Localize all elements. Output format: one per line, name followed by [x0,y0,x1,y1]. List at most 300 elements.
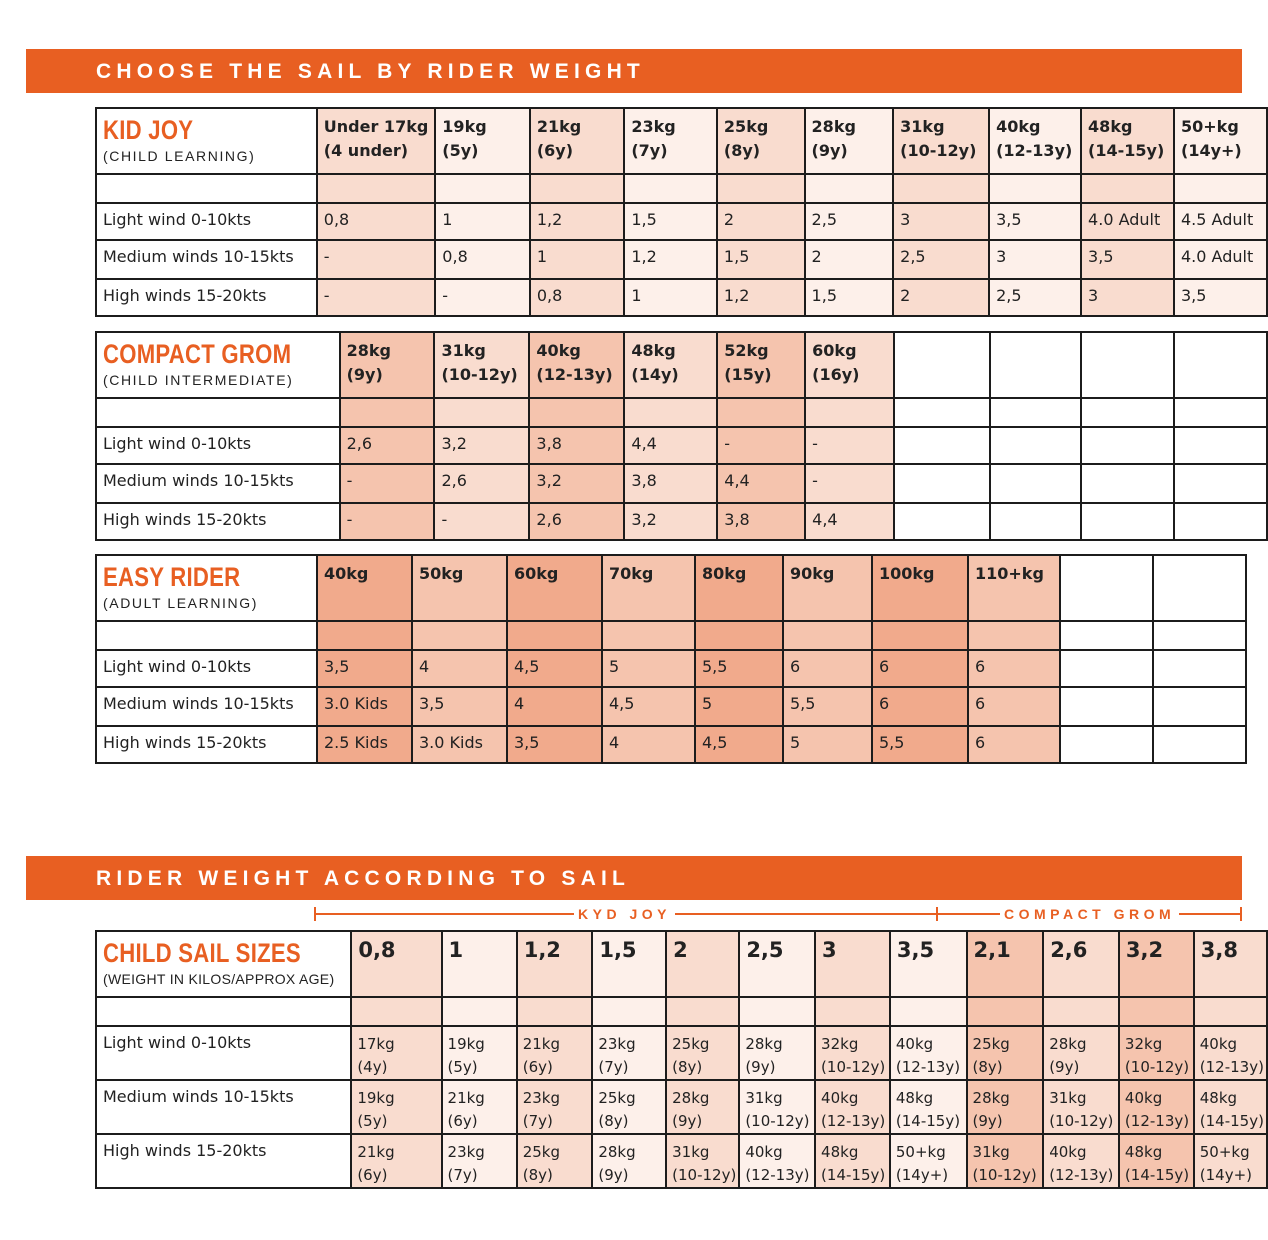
sail-size-cell: 0,8 [530,279,625,316]
age-value: (10-12y) [821,1058,886,1076]
sail-size-cell: 2 [805,240,894,279]
empty-cell [1174,464,1267,503]
sail-size-cell: 1,2 [717,279,805,316]
weight-value: 50+kg [1199,1143,1250,1161]
product-name: COMPACT GROM [103,339,292,369]
row-label: High winds 15-20kts [96,279,317,316]
weight-value: 28kg [972,1089,1010,1107]
weight-age-cell [666,1080,739,1134]
spacer-cell [666,997,739,1026]
empty-cell [1153,555,1246,621]
weight-header: 31kg (10-12y) [434,332,529,398]
group-label: COMPACT GROM [1000,905,1179,923]
spacer-cell [412,621,507,650]
weight-header: 48kg (14-15y) [1081,108,1174,174]
sail-size-header: 2,1 [967,931,1044,997]
weight-value: 25kg [598,1089,636,1107]
empty-cell [1081,332,1174,398]
spacer-cell [442,997,517,1026]
empty-cell [1060,726,1153,763]
spacer-cell [317,621,412,650]
spacer-cell [805,398,894,427]
empty-cell [1153,687,1246,726]
spacer-cell [872,621,968,650]
sail-size-cell: 6 [872,650,968,687]
sail-size-cell: 2,6 [340,427,435,464]
product-name: KID JOY [103,115,194,145]
sail-size-cell: 4 [602,726,695,763]
sail-size-header: 3,8 [1194,931,1267,997]
spacer-cell [96,997,351,1026]
weight-age-cell [1043,1134,1119,1188]
age-value: (7y) [522,1112,553,1130]
spacer-cell [1174,174,1267,203]
age-value: (12-13y) [1124,1112,1190,1130]
sail-size-cell: 3,5 [989,203,1081,240]
age-value: (8y) [522,1166,553,1184]
weight-header: 90kg [783,555,872,621]
weight-header: 28kg (9y) [340,332,435,398]
group-label: KYD JOY [574,905,675,923]
weight-value: 40kg [1049,1143,1087,1161]
age-value: (12-13y) [745,1166,810,1184]
empty-cell [1153,621,1246,650]
weight-age-cell [815,1026,890,1080]
spacer-cell [815,997,890,1026]
empty-cell [894,427,990,464]
empty-cell [990,503,1082,540]
age-value: (10-12y) [972,1166,1037,1184]
spacer-cell [1119,997,1194,1026]
age-value: (4y) [357,1058,388,1076]
spacer-cell [530,174,625,203]
sail-size-header: 1,2 [517,931,593,997]
age-value: (12-13y) [821,1112,886,1130]
sail-size-cell: - [805,464,894,503]
empty-cell [1060,650,1153,687]
age-value: (10-12y) [672,1166,737,1184]
section-banner-sail-by-weight [26,49,1242,93]
product-name: CHILD SAIL SIZES [103,938,301,968]
spacer-cell [695,621,783,650]
sail-size-cell: 3,8 [529,427,624,464]
sail-size-cell: - [717,427,805,464]
sail-size-cell: 5,5 [872,726,968,763]
empty-cell [1174,427,1267,464]
spacer-cell [434,398,529,427]
sail-size-cell: 4.0 Adult [1174,240,1267,279]
weight-age-cell [592,1026,666,1080]
age-value: (14y+) [895,1166,949,1184]
weight-age-cell [739,1026,815,1080]
sail-size-cell: 3,2 [434,427,529,464]
row-label: Light wind 0-10kts [96,650,317,687]
weight-value: 31kg [972,1143,1010,1161]
sail-size-cell: 3,5 [1081,240,1174,279]
row-label: High winds 15-20kts [96,726,317,763]
easy-rider-title-cell [96,555,317,621]
spacer-cell [967,997,1044,1026]
spacer-cell [317,174,436,203]
age-value: (9y) [745,1058,776,1076]
spacer-cell [783,621,872,650]
sail-size-cell: 3 [1081,279,1174,316]
age-value: (6y) [522,1058,553,1076]
age-value: (5y) [357,1112,388,1130]
age-value: (12-13y) [1049,1166,1114,1184]
empty-cell [1174,398,1267,427]
empty-cell [1060,687,1153,726]
sail-size-cell: 4,4 [624,427,717,464]
easy-rider-table [95,554,1247,764]
weight-age-cell [442,1026,517,1080]
weight-value: 48kg [1124,1143,1163,1161]
spacer-cell [1194,997,1267,1026]
sail-size-cell: 4,5 [602,687,695,726]
empty-cell [1081,427,1174,464]
age-value: (5y) [447,1058,478,1076]
sail-size-header: 3 [815,931,890,997]
child-sail-sizes-table [95,930,1268,1189]
empty-cell [894,398,990,427]
age-value: (8y) [598,1112,629,1130]
sail-size-cell: - [317,240,436,279]
sail-size-cell: 6 [783,650,872,687]
age-value: (14y+) [1199,1166,1252,1184]
weight-value: 48kg [821,1143,859,1161]
weight-age-cell [890,1080,967,1134]
age-value: (9y) [1049,1058,1080,1076]
weight-age-cell [517,1080,593,1134]
weight-age-cell [815,1134,890,1188]
weight-value: 40kg [821,1089,859,1107]
compact-grom-table [95,331,1268,541]
sail-size-cell: 1,5 [624,203,717,240]
weight-value: 23kg [598,1035,636,1053]
row-label: Light wind 0-10kts [96,203,317,240]
age-value: (10-12y) [1049,1112,1114,1130]
weight-header: 23kg (7y) [624,108,717,174]
row-label: Medium winds 10-15kts [96,687,317,726]
age-value: (8y) [972,1058,1003,1076]
empty-cell [894,464,990,503]
weight-age-cell [442,1134,517,1188]
spacer-cell [739,997,815,1026]
sail-size-cell: 6 [968,650,1060,687]
sail-size-cell: - [805,427,894,464]
spacer-cell [592,997,666,1026]
sail-size-cell: 3,5 [412,687,507,726]
weight-header: 110+kg [968,555,1060,621]
weight-value: 25kg [522,1143,561,1161]
empty-cell [990,464,1082,503]
sail-size-cell: - [340,464,435,503]
weight-value: 17kg [357,1035,395,1053]
sail-size-cell: 3,2 [529,464,624,503]
child-sail-row [96,1134,1267,1188]
age-value: (7y) [447,1166,478,1184]
sail-size-cell: - [340,503,435,540]
weight-header: 40kg (12-13y) [529,332,624,398]
spacer-cell [602,621,695,650]
sail-size-cell: 0,8 [317,203,436,240]
weight-age-cell [351,1026,441,1080]
sail-size-cell: 2 [717,203,805,240]
weight-value: 28kg [598,1143,636,1161]
sail-size-cell: 5,5 [695,650,783,687]
weight-age-cell [351,1134,441,1188]
sail-size-header: 2,5 [739,931,815,997]
weight-header: 52kg (15y) [717,332,805,398]
weight-value: 48kg [1199,1089,1238,1107]
sail-size-header: 2 [666,931,739,997]
sail-size-cell: 5 [695,687,783,726]
row-label: Light wind 0-10kts [96,1026,351,1080]
spacer-cell [717,398,805,427]
empty-cell [1153,726,1246,763]
weight-age-cell [967,1080,1044,1134]
weight-value: 28kg [672,1089,710,1107]
bracket-tick [1240,907,1242,921]
weight-value: 32kg [1124,1035,1163,1053]
weight-header: 50kg [412,555,507,621]
weight-header: Under 17kg (4 under) [317,108,436,174]
sail-size-cell: 3,5 [1174,279,1267,316]
sail-size-cell: 4.0 Adult [1081,203,1174,240]
sail-size-cell: - [434,503,529,540]
kyd-joy-group-bracket [314,905,938,923]
sail-size-cell: 1,5 [805,279,894,316]
weight-value: 32kg [821,1035,859,1053]
spacer-cell [351,997,441,1026]
kid-joy-title-cell [96,108,317,174]
empty-cell [1081,464,1174,503]
sail-size-cell: 4,5 [695,726,783,763]
weight-value: 40kg [895,1035,934,1053]
sail-size-cell: 2.5 Kids [317,726,412,763]
weight-value: 21kg [357,1143,395,1161]
sail-size-cell: 2,6 [434,464,529,503]
weight-header: 40kg (12-13y) [989,108,1081,174]
product-subtitle: (CHILD LEARNING) [103,148,256,164]
weight-value: 50+kg [895,1143,946,1161]
product-name: EASY RIDER [103,562,241,592]
age-value: (7y) [598,1058,629,1076]
weight-value: 21kg [447,1089,485,1107]
weight-value: 21kg [522,1035,561,1053]
weight-age-cell [815,1080,890,1134]
child-sail-row [96,1080,1267,1134]
weight-value: 23kg [522,1089,561,1107]
weight-header: 40kg [317,555,412,621]
spacer-cell [517,997,593,1026]
sail-size-cell: - [435,279,530,316]
weight-age-cell [666,1026,739,1080]
spacer-cell [96,398,340,427]
spacer-cell [968,621,1060,650]
weight-value: 28kg [1049,1035,1087,1053]
row-label: Medium winds 10-15kts [96,1080,351,1134]
weight-age-cell [739,1080,815,1134]
empty-cell [1174,503,1267,540]
weight-header: 48kg (14y) [624,332,717,398]
age-value: (8y) [672,1058,703,1076]
sail-size-cell: 1,2 [530,203,625,240]
weight-value: 31kg [672,1143,710,1161]
sail-size-cell: 3 [989,240,1081,279]
weight-age-cell [517,1134,593,1188]
spacer-cell [1043,997,1119,1026]
row-label: High winds 15-20kts [96,1134,351,1188]
sail-size-cell: 6 [872,687,968,726]
weight-value: 23kg [447,1143,485,1161]
spacer-cell [805,174,894,203]
spacer-cell [507,621,602,650]
sail-size-cell: 3,8 [624,464,717,503]
sail-size-cell: 4,4 [805,503,894,540]
weight-age-cell [890,1134,967,1188]
spacer-cell [1081,174,1174,203]
sail-size-cell: 6 [968,687,1060,726]
spacer-cell [96,621,317,650]
weight-age-cell [1043,1026,1119,1080]
spacer-cell [529,398,624,427]
weight-value: 40kg [1199,1035,1238,1053]
sail-size-cell: 4.5 Adult [1174,203,1267,240]
sail-size-cell: 6 [968,726,1060,763]
age-value: (10-12y) [1124,1058,1190,1076]
sail-size-cell: 5,5 [783,687,872,726]
empty-cell [894,332,990,398]
empty-cell [990,427,1082,464]
empty-cell [894,503,990,540]
product-subtitle: (ADULT LEARNING) [103,595,258,611]
empty-cell [1153,650,1246,687]
spacer-cell [989,174,1081,203]
sail-size-cell: 1,2 [624,240,717,279]
empty-cell [1060,555,1153,621]
sail-size-header: 1,5 [592,931,666,997]
age-value: (9y) [972,1112,1003,1130]
sail-size-cell: 1 [624,279,717,316]
weight-value: 19kg [357,1089,395,1107]
weight-header: 28kg (9y) [805,108,894,174]
weight-age-cell [592,1134,666,1188]
empty-cell [1081,398,1174,427]
sail-size-header: 1 [442,931,517,997]
weight-age-cell [1194,1026,1267,1080]
weight-value: 25kg [672,1035,710,1053]
age-value: (9y) [598,1166,629,1184]
weight-age-cell [517,1026,593,1080]
weight-age-cell [1119,1134,1194,1188]
empty-cell [1060,621,1153,650]
sail-size-cell: 1 [435,203,530,240]
weight-header: 80kg [695,555,783,621]
weight-age-cell [739,1134,815,1188]
sail-size-cell: 4 [412,650,507,687]
sail-size-cell: 3,5 [507,726,602,763]
sail-size-header: 3,2 [1119,931,1194,997]
empty-cell [1174,332,1267,398]
sail-size-cell: 1 [530,240,625,279]
sail-size-cell: - [317,279,436,316]
row-label: High winds 15-20kts [96,503,340,540]
empty-cell [1081,503,1174,540]
sail-size-header: 0,8 [351,931,441,997]
weight-value: 31kg [1049,1089,1087,1107]
sail-size-header: 2,6 [1043,931,1119,997]
weight-value: 40kg [1124,1089,1163,1107]
age-value: (6y) [447,1112,478,1130]
age-value: (6y) [357,1166,388,1184]
weight-value: 48kg [895,1089,934,1107]
spacer-cell [96,174,317,203]
section-banner-weight-by-sail [26,856,1242,900]
sail-size-cell: 4,5 [507,650,602,687]
sail-size-cell: 5 [602,650,695,687]
age-value: (14-15y) [1199,1112,1264,1130]
sail-size-cell: 3 [893,203,989,240]
sail-size-cell: 2,5 [989,279,1081,316]
weight-header: 19kg (5y) [435,108,530,174]
compact-grom-group-bracket [936,905,1242,923]
weight-age-cell [1194,1134,1267,1188]
age-value: (14-15y) [1124,1166,1190,1184]
product-subtitle: (WEIGHT IN KILOS/APPROX AGE) [103,971,335,987]
spacer-cell [340,398,435,427]
sail-size-cell: 4,4 [717,464,805,503]
product-subtitle: (CHILD INTERMEDIATE) [103,372,294,388]
weight-header: 60kg [507,555,602,621]
sail-size-cell: 3,8 [717,503,805,540]
section-title: RIDER WEIGHT ACCORDING TO SAIL [96,867,630,890]
weight-age-cell [351,1080,441,1134]
spacer-cell [890,997,967,1026]
weight-value: 25kg [972,1035,1010,1053]
weight-age-cell [967,1134,1044,1188]
weight-header: 21kg (6y) [530,108,625,174]
row-label: Medium winds 10-15kts [96,240,317,279]
child-sail-sizes-title-cell [96,931,351,997]
section-title: CHOOSE THE SAIL BY RIDER WEIGHT [96,60,645,83]
row-label: Light wind 0-10kts [96,427,340,464]
weight-age-cell [1194,1080,1267,1134]
empty-cell [990,398,1082,427]
weight-age-cell [967,1026,1044,1080]
sail-size-cell: 2,5 [893,240,989,279]
weight-age-cell [1119,1080,1194,1134]
sail-size-cell: 3.0 Kids [317,687,412,726]
weight-age-cell [1119,1026,1194,1080]
row-label: Medium winds 10-15kts [96,464,340,503]
sail-size-cell: 3,5 [317,650,412,687]
sail-size-cell: 2 [893,279,989,316]
age-value: (12-13y) [1199,1058,1264,1076]
age-value: (9y) [672,1112,703,1130]
weight-value: 28kg [745,1035,783,1053]
spacer-cell [624,174,717,203]
spacer-cell [624,398,717,427]
sail-size-cell: 2,6 [529,503,624,540]
age-value: (14-15y) [895,1112,961,1130]
kid-joy-table [95,107,1268,317]
weight-header: 60kg (16y) [805,332,894,398]
weight-value: 40kg [745,1143,783,1161]
empty-cell [990,332,1082,398]
age-value: (14-15y) [821,1166,886,1184]
age-value: (12-13y) [895,1058,961,1076]
